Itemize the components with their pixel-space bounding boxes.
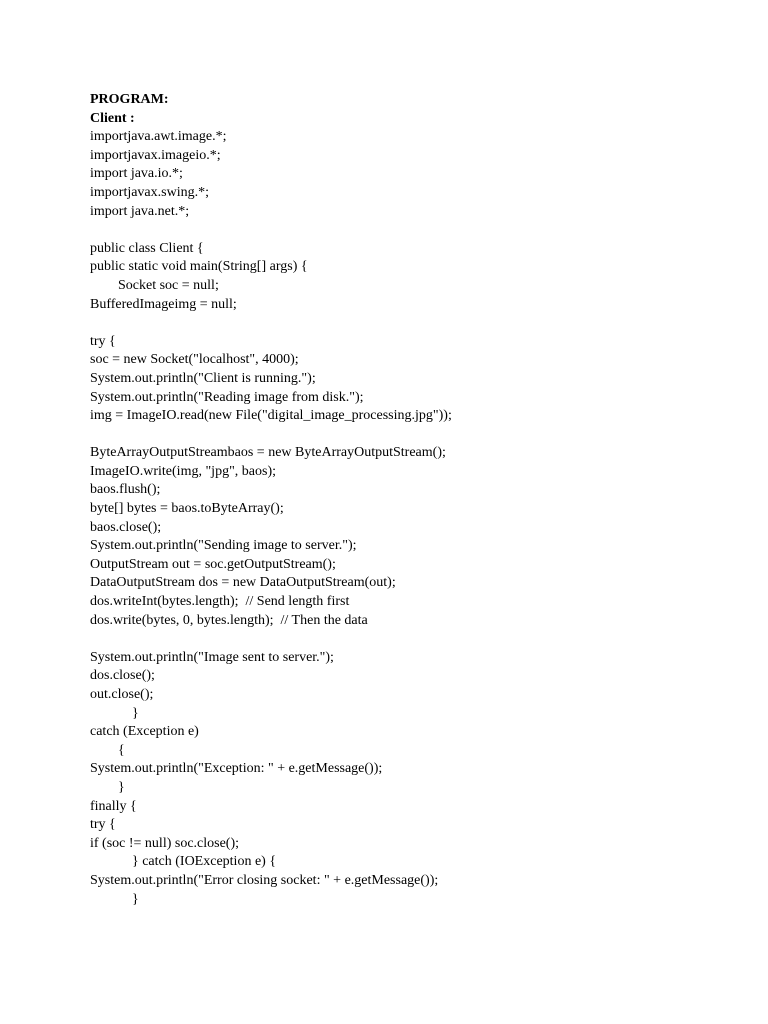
code-block [90, 128, 730, 909]
code-line [90, 426, 730, 445]
code-line: System.out.println("Error closing socket: " + e.getMessage()); [90, 872, 439, 888]
code-line: img = ImageIO.read(new File("digital_image_processing.jpg")); [90, 408, 452, 424]
code-line: } catch (IOException e) { [90, 854, 277, 870]
code-line: try { [90, 333, 116, 349]
code-line: } [90, 779, 125, 795]
client-subheading: Client : [90, 110, 135, 126]
code-line: System.out.println("Exception: " + e.getMessage()); [90, 761, 383, 777]
code-line: System.out.println("Sending image to server."); [90, 538, 357, 554]
code-line: ImageIO.write(img, "jpg", baos); [90, 463, 276, 479]
code-line: catch (Exception e) [90, 724, 199, 740]
code-line: System.out.println("Image sent to server."); [90, 649, 334, 665]
code-line: importjava.awt.image.*; [90, 129, 227, 145]
code-line: dos.writeInt(bytes.length); // Send length first [90, 594, 350, 610]
code-line: public static void main(String[] args) { [90, 259, 308, 275]
code-line: OutputStream out = soc.getOutputStream(); [90, 556, 336, 572]
code-line: BufferedImageimg = null; [90, 296, 237, 312]
code-line: import java.net.*; [90, 203, 190, 219]
code-line [90, 630, 730, 649]
code-line: if (soc != null) soc.close(); [90, 835, 240, 851]
code-line: try { [90, 817, 116, 833]
code-line: { [90, 742, 125, 758]
code-line: public class Client { [90, 240, 204, 256]
code-line: import java.io.*; [90, 166, 183, 182]
code-line: } [90, 705, 139, 721]
code-line: finally { [90, 798, 137, 814]
code-line: importjavax.imageio.*; [90, 147, 221, 163]
code-line: System.out.println("Client is running."); [90, 370, 316, 386]
code-line: dos.write(bytes, 0, bytes.length); // Then the data [90, 612, 368, 628]
code-line: importjavax.swing.*; [90, 184, 209, 200]
code-line: ByteArrayOutputStreambaos = new ByteArrayOutputStream(); [90, 445, 446, 461]
code-line: } [90, 891, 139, 907]
code-line: out.close(); [90, 687, 154, 702]
code-line: System.out.println("Reading image from disk."); [90, 389, 364, 405]
program-heading: PROGRAM: [90, 92, 169, 107]
code-line: Socket soc = null; [90, 277, 219, 293]
code-line [90, 221, 730, 240]
code-line: dos.close(); [90, 668, 155, 684]
code-line: DataOutputStream dos = new DataOutputStream(out); [90, 575, 396, 591]
code-line: baos.flush(); [90, 482, 161, 498]
code-line [90, 314, 730, 333]
document-content [90, 91, 730, 909]
code-line: soc = new Socket("localhost", 4000); [90, 352, 299, 368]
code-line: baos.close(); [90, 519, 162, 535]
code-line: byte[] bytes = baos.toByteArray(); [90, 501, 284, 517]
